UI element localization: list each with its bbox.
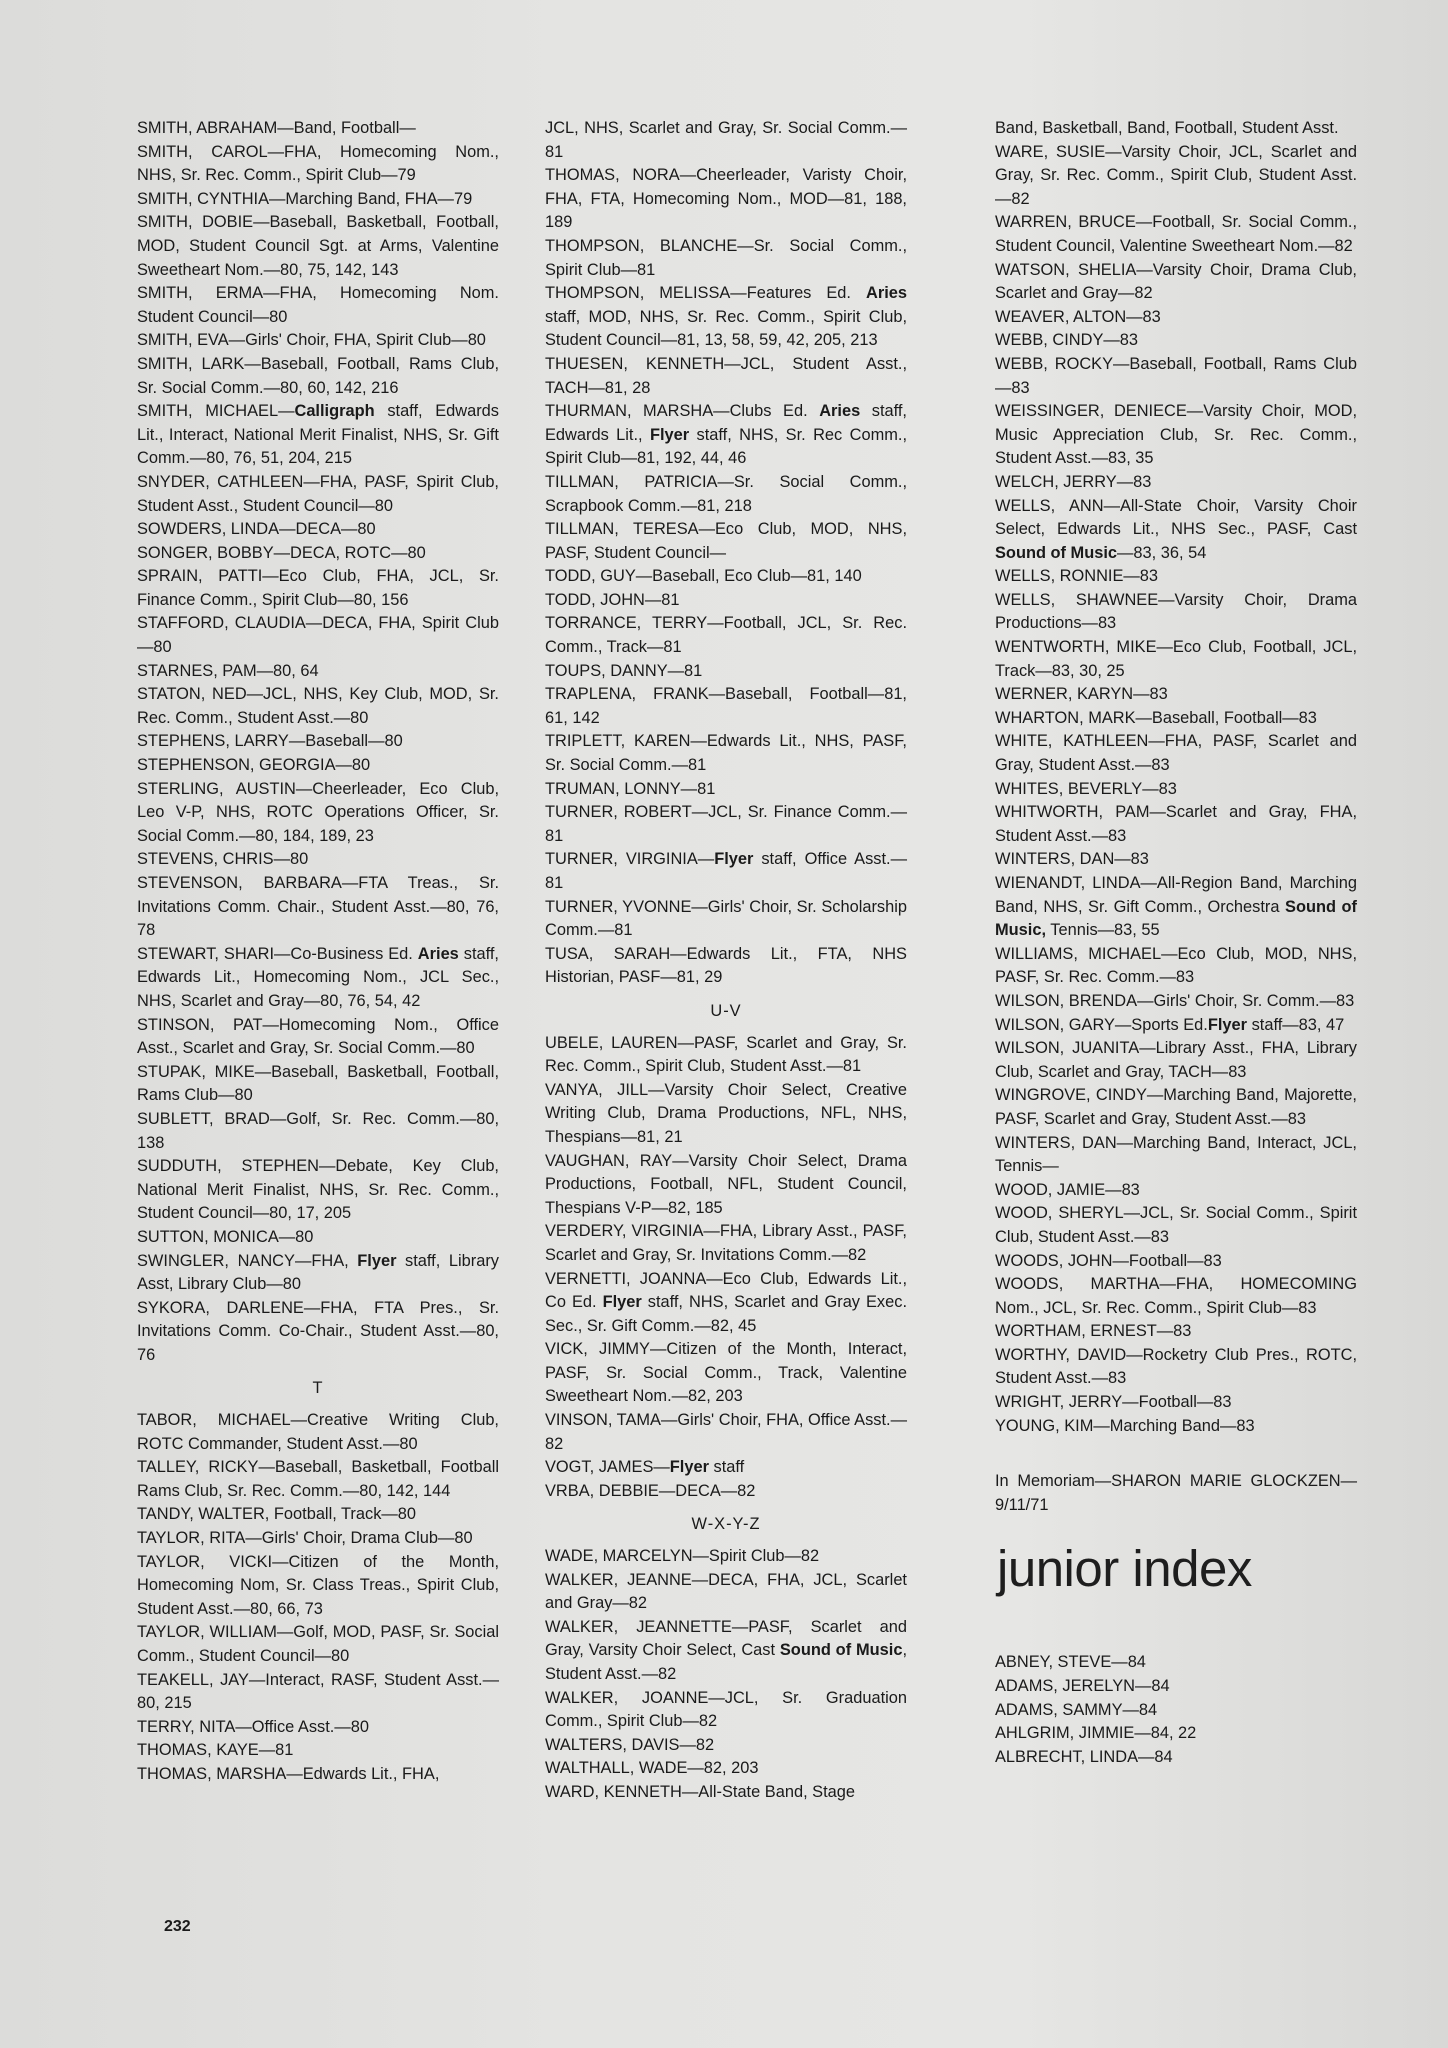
index-entry: SMITH, LARK—Baseball, Football, Rams Club, Sr. Social Comm.—80, 60, 142, 216 [137, 354, 499, 397]
index-entry: STERLING, AUSTIN—Cheerleader, Eco Club, Leo V-P, NHS, ROTC Operations Officer, Sr. Social Comm.—80, 184, 189, 23 [137, 779, 499, 845]
index-entry: WELLS, RONNIE—83 [995, 567, 1159, 586]
index-entry: SMITH, ABRAHAM—Band, Football— [137, 119, 416, 137]
publication-name: Flyer [669, 1458, 709, 1477]
index-column-1 [137, 117, 499, 1787]
index-entry: STEVENS, CHRIS—80 [137, 850, 309, 869]
index-entry [137, 400, 499, 471]
index-entry: WALTHALL, WADE—82, 203 [545, 1759, 759, 1778]
index-entry: WILLIAMS, MICHAEL—Eco Club, MOD, NHS, PASF, Sr. Rec. Comm.—83 [995, 944, 1357, 987]
index-entry [995, 1014, 1357, 1038]
entry-text: staff, Office Asst.—81 [545, 850, 907, 892]
index-entry: SONGER, BOBBY—DECA, ROTC—80 [137, 543, 426, 562]
entry-text: WALKER, JEANNETTE—PASF, Scarlet and Gray, Varsity Choir Select, Cast [545, 1617, 907, 1660]
index-entry: STEVENSON, BARBARA—FTA Treas., Sr. Invitations Comm. Chair., Student Asst.—80, 76, 78 [137, 874, 499, 940]
index-entry: TORRANCE, TERRY—Football, JCL, Sr. Rec. Comm., Track—81 [545, 614, 907, 657]
index-entry: WOODS, MARTHA—FHA, HOMECOMING Nom., JCL, Sr. Rec. Comm., Spirit Club—83 [995, 1275, 1357, 1317]
index-entry: STAFFORD, CLAUDIA—DECA, FHA, Spirit Club—80 [137, 614, 499, 657]
index-entry: WEISSINGER, DENIECE—Varsity Choir, MOD, Music Appreciation Club, Sr. Rec. Comm., Student Asst.—83, 35 [995, 402, 1357, 468]
entry-text: VOGT, JAMES— [545, 1458, 670, 1477]
index-entry: TAYLOR, RITA—Girls' Choir, Drama Club—80 [137, 1529, 473, 1548]
index-entry: WILSON, JUANITA—Library Asst., FHA, Library Club, Scarlet and Gray, TACH—83 [995, 1039, 1357, 1081]
index-entry [995, 495, 1357, 566]
index-entry: SOWDERS, LINDA—DECA—80 [137, 520, 376, 539]
entry-text: THURMAN, MARSHA—Clubs Ed. [545, 402, 820, 421]
index-entry: SPRAIN, PATTI—Eco Club, FHA, JCL, Sr. Finance Comm., Spirit Club—80, 156 [137, 567, 499, 609]
junior-index-entry: ADAMS, SAMMY—84 [995, 1700, 1158, 1719]
index-entry: SUTTON, MONICA—80 [137, 1227, 314, 1246]
index-entry: WHITWORTH, PAM—Scarlet and Gray, FHA, Student Asst.—83 [995, 803, 1357, 845]
index-entry: TURNER, YVONNE—Girls' Choir, Sr. Scholarship Comm.—81 [545, 897, 907, 940]
entry-text: staff—83, 47 [1247, 1015, 1345, 1034]
index-entry: STUPAK, MIKE—Baseball, Basketball, Football, Rams Club—80 [137, 1062, 499, 1105]
publication-name: Flyer [649, 425, 690, 444]
index-entry: UBELE, LAUREN—PASF, Scarlet and Gray, Sr. Rec. Comm., Spirit Club, Student Asst.—81 [545, 1033, 907, 1076]
index-entry: STINSON, PAT—Homecoming Nom., Office Asst., Scarlet and Gray, Sr. Social Comm.—80 [137, 1015, 499, 1058]
index-entry: WOODS, JOHN—Football—83 [995, 1251, 1222, 1270]
entry-text: WILSON, GARY—Sports Ed. [995, 1015, 1208, 1034]
index-entry: SMITH, CYNTHIA—Marching Band, FHA—79 [137, 189, 473, 208]
entry-text: VERNETTI, JOANNA—Eco Club, Edwards Lit., Co Ed. [545, 1269, 907, 1312]
publication-name: Calligraph [294, 402, 375, 421]
index-entry: YOUNG, KIM—Marching Band—83 [995, 1416, 1255, 1435]
col3-entries [995, 117, 1357, 1438]
index-entry: WEBB, ROCKY—Baseball, Football, Rams Club—83 [995, 354, 1357, 397]
index-entry: VINSON, TAMA—Girls' Choir, FHA, Office Asst.—82 [545, 1411, 907, 1453]
index-entry: STEPHENSON, GEORGIA—80 [137, 756, 371, 775]
index-entry: WRIGHT, JERRY—Football—83 [995, 1393, 1232, 1412]
entry-text: staff, Library Asst, Library Club—80 [137, 1251, 499, 1294]
index-entry [995, 872, 1357, 943]
junior-index-entries [995, 1651, 1357, 1769]
index-entry: VERDERY, VIRGINIA—FHA, Library Asst., PASF, Scarlet and Gray, Sr. Invitations Comm.—82 [545, 1222, 907, 1264]
index-entry [545, 848, 907, 895]
section-heading-w-x-y-z: W-X-Y-Z [691, 1515, 761, 1534]
publication-name: Sound of Music, [995, 897, 1357, 940]
publication-name: Flyer [714, 850, 754, 869]
junior-index-heading: junior index [997, 1540, 1252, 1598]
index-entry: STARNES, PAM—80, 64 [137, 661, 319, 680]
index-entry: TUSA, SARAH—Edwards Lit., FTA, NHS Historian, PASF—81, 29 [545, 944, 907, 987]
index-entry: SMITH, ERMA—FHA, Homecoming Nom. Student Council—80 [137, 284, 499, 326]
index-entry: WEAVER, ALTON—83 [995, 307, 1161, 326]
entry-text: staff, MOD, NHS, Sr. Rec. Comm., Spirit Club, Student Council—81, 13, 58, 59, 42, 205, 213 [545, 307, 907, 350]
index-column-3 [995, 117, 1357, 1769]
entry-text: , Student Asst.—82 [545, 1641, 908, 1683]
entry-text: WIENANDT, LINDA—All-Region Band, Marching Band, NHS, Sr. Gift Comm., Orchestra [995, 874, 1357, 916]
index-entry: WENTWORTH, MIKE—Eco Club, Football, JCL, Track—83, 30, 25 [995, 638, 1357, 680]
index-entry: WINGROVE, CINDY—Marching Band, Majorette, PASF, Scarlet and Gray, Student Asst.—83 [995, 1086, 1357, 1128]
index-entry: SUDDUTH, STEPHEN—Debate, Key Club, National Merit Finalist, NHS, Sr. Rec. Comm., Student Council—80, 17, 205 [137, 1157, 499, 1223]
index-entry: STEPHENS, LARRY—Baseball—80 [137, 732, 403, 751]
index-entry: VAUGHAN, RAY—Varsity Choir Select, Drama Productions, Football, NFL, Student Council, Thespians V-P—82, 185 [545, 1151, 907, 1217]
entry-text: THOMPSON, MELISSA—Features Ed. [545, 284, 866, 303]
index-entry: WARREN, BRUCE—Football, Sr. Social Comm., Student Council, Valentine Sweetheart Nom.—82 [995, 213, 1357, 255]
index-entry: THOMAS, NORA—Cheerleader, Varisty Choir, FHA, FTA, Homecoming Nom., MOD—81, 188, 189 [545, 166, 907, 232]
entry-text: STEWART, SHARI—Co-Business Ed. [137, 944, 418, 963]
index-entry: SYKORA, DARLENE—FHA, FTA Pres., Sr. Invitations Comm. Co-Chair., Student Asst.—80, 76 [137, 1298, 499, 1364]
entry-text: staff [708, 1458, 745, 1477]
junior-index-entry: ALBRECHT, LINDA—84 [995, 1747, 1173, 1766]
index-entry: VICK, JIMMY—Citizen of the Month, Interact, PASF, Sr. Social Comm., Track, Valentine Sweetheart Nom.—82, 203 [545, 1340, 907, 1406]
index-entry: TODD, GUY—Baseball, Eco Club—81, 140 [545, 567, 862, 586]
index-entry [137, 943, 499, 1014]
index-entry: TEAKELL, JAY—Interact, RASF, Student Asst.—80, 215 [137, 1670, 499, 1713]
index-entry: WHARTON, MARK—Baseball, Football—83 [995, 708, 1317, 727]
index-entry: WALKER, JOANNE—JCL, Sr. Graduation Comm., Spirit Club—82 [545, 1688, 907, 1731]
index-entry: SMITH, CAROL—FHA, Homecoming Nom., NHS, Sr. Rec. Comm., Spirit Club—79 [137, 142, 499, 185]
index-entry [137, 1250, 499, 1297]
junior-index-entry: AHLGRIM, JIMMIE—84, 22 [995, 1724, 1197, 1743]
memoriam-note: In Memoriam—SHARON MARIE GLOCKZEN—9/11/71 [995, 1472, 1357, 1514]
index-entry: SUBLETT, BRAD—Golf, Sr. Rec. Comm.—80, 138 [137, 1109, 499, 1152]
index-entry: TAYLOR, WILLIAM—Golf, MOD, PASF, Sr. Social Comm., Student Council—80 [137, 1623, 499, 1665]
index-entry [545, 400, 907, 471]
publication-name: Flyer [1207, 1015, 1248, 1034]
index-entry: Band, Basketball, Band, Football, Student Asst. [995, 119, 1339, 137]
index-entry: TERRY, NITA—Office Asst.—80 [137, 1717, 369, 1736]
entry-text: —83, 36, 54 [1117, 543, 1207, 562]
entry-text: staff, Edwards Lit., Interact, National Merit Finalist, NHS, Sr. Gift Comm.—80, 76, 51, 204, 215 [137, 402, 499, 468]
index-entry: THOMPSON, BLANCHE—Sr. Social Comm., Spirit Club—81 [545, 236, 907, 279]
junior-index-entry: ADAMS, JERELYN—84 [995, 1677, 1170, 1696]
index-entry: WERNER, KARYN—83 [995, 685, 1168, 704]
index-entry: WALTERS, DAVIS—82 [545, 1735, 715, 1754]
index-entry: THUESEN, KENNETH—JCL, Student Asst., TACH—81, 28 [545, 354, 907, 397]
index-entry [545, 1268, 907, 1339]
publication-name: Sound of Music [779, 1641, 903, 1660]
index-entry: VRBA, DEBBIE—DECA—82 [545, 1481, 756, 1500]
index-entry: VANYA, JILL—Varsity Choir Select, Creative Writing Club, Drama Productions, NFL, NHS, Thespians—81, 21 [545, 1080, 907, 1146]
index-entry: TOUPS, DANNY—81 [545, 661, 703, 680]
index-entry: SMITH, EVA—Girls' Choir, FHA, Spirit Club—80 [137, 331, 486, 350]
index-entry: WOOD, SHERYL—JCL, Sr. Social Comm., Spirit Club, Student Asst.—83 [995, 1204, 1357, 1246]
index-entry: TABOR, MICHAEL—Creative Writing Club, ROTC Commander, Student Asst.—80 [137, 1411, 499, 1453]
index-entry: WELLS, SHAWNEE—Varsity Choir, Drama Productions—83 [995, 590, 1357, 633]
index-entry: WINTERS, DAN—83 [995, 850, 1149, 869]
index-entry: TRAPLENA, FRANK—Baseball, Football—81, 61, 142 [545, 685, 907, 727]
index-entry: TURNER, ROBERT—JCL, Sr. Finance Comm.—81 [545, 803, 907, 845]
index-entry: TANDY, WALTER, Football, Track—80 [137, 1505, 417, 1524]
entry-text: WELLS, ANN—All-State Choir, Varsity Choir Select, Edwards Lit., NHS Sec., PASF, Cast [995, 496, 1357, 539]
index-entry [545, 1616, 907, 1687]
index-entry: WILSON, BRENDA—Girls' Choir, Sr. Comm.—83 [995, 991, 1355, 1010]
entry-text: SMITH, MICHAEL— [137, 402, 295, 421]
index-entry: WEBB, CINDY—83 [995, 331, 1138, 350]
index-entry: THOMAS, KAYE—81 [137, 1741, 294, 1760]
index-entry: WELCH, JERRY—83 [995, 472, 1152, 491]
page-number: 232 [164, 1918, 191, 1935]
entry-text: Tennis—83, 55 [1046, 921, 1160, 940]
index-entry: TAYLOR, VICKI—Citizen of the Month, Homecoming Nom, Sr. Class Treas., Spirit Club, Student Asst.—80, 66, 73 [137, 1552, 499, 1618]
index-entry: TODD, JOHN—81 [545, 590, 680, 609]
index-entry [545, 282, 907, 353]
entry-text: staff, Edwards Lit., [545, 402, 907, 444]
index-entry [545, 1456, 907, 1480]
index-entry: TILLMAN, TERESA—Eco Club, MOD, NHS, PASF, Student Council— [545, 520, 907, 562]
entry-text: staff, NHS, Scarlet and Gray Exec. Sec., Sr. Gift Comm.—82, 45 [545, 1293, 907, 1335]
entry-text: TURNER, VIRGINIA— [545, 850, 715, 869]
index-entry: TALLEY, RICKY—Baseball, Basketball, Football Rams Club, Sr. Rec. Comm.—80, 142, 144 [137, 1458, 499, 1500]
section-heading-u-v: U-V [710, 1001, 742, 1020]
publication-name: Sound of Music [995, 543, 1118, 562]
index-entry: WORTHY, DAVID—Rocketry Club Pres., ROTC, Student Asst.—83 [995, 1345, 1357, 1388]
index-entry: WORTHAM, ERNEST—83 [995, 1322, 1192, 1341]
index-entry: TRIPLETT, KAREN—Edwards Lit., NHS, PASF, Sr. Social Comm.—81 [545, 732, 907, 775]
index-entry: WINTERS, DAN—Marching Band, Interact, JCL, Tennis— [995, 1133, 1357, 1176]
index-entry: WALKER, JEANNE—DECA, FHA, JCL, Scarlet and Gray—82 [545, 1570, 907, 1613]
index-entry: WARD, KENNETH—All-State Band, Stage [545, 1782, 856, 1801]
publication-name: Aries [865, 284, 907, 303]
index-entry: WADE, MARCELYN—Spirit Club—82 [545, 1547, 820, 1566]
index-entry: SMITH, DOBIE—Baseball, Basketball, Football, MOD, Student Council Sgt. at Arms, Valentine Sweetheart Nom.—80, 75, 142, 143 [137, 213, 499, 279]
index-entry: WHITES, BEVERLY—83 [995, 779, 1177, 798]
index-entry: JCL, NHS, Scarlet and Gray, Sr. Social Comm.—81 [545, 119, 907, 161]
junior-index-entry: ABNEY, STEVE—84 [995, 1653, 1146, 1672]
publication-name: Aries [819, 402, 861, 421]
publication-name: Flyer [602, 1293, 642, 1312]
index-entry: THOMAS, MARSHA—Edwards Lit., FHA, [137, 1764, 440, 1783]
publication-name: Flyer [357, 1251, 397, 1270]
publication-name: Aries [417, 944, 459, 963]
index-entry: SNYDER, CATHLEEN—FHA, PASF, Spirit Club, Student Asst., Student Council—80 [137, 472, 499, 515]
section-heading-t: T [312, 1379, 324, 1398]
entry-text: staff, Edwards Lit., Homecoming Nom., JCL Sec., NHS, Scarlet and Gray—80, 76, 54, 42 [137, 944, 499, 1010]
index-entry: WOOD, JAMIE—83 [995, 1180, 1140, 1199]
entry-text: staff, NHS, Sr. Rec Comm., Spirit Club—81, 192, 44, 46 [545, 425, 907, 468]
index-entry: WHITE, KATHLEEN—FHA, PASF, Scarlet and Gray, Student Asst.—83 [995, 732, 1357, 775]
index-entry: TILLMAN, PATRICIA—Sr. Social Comm., Scrapbook Comm.—81, 218 [545, 472, 907, 515]
index-column-2 [545, 117, 907, 1805]
index-entry: WATSON, SHELIA—Varsity Choir, Drama Club, Scarlet and Gray—82 [995, 260, 1357, 303]
index-entry: TRUMAN, LONNY—81 [545, 779, 716, 798]
entry-text: SWINGLER, NANCY—FHA, [137, 1251, 358, 1270]
index-entry: STATON, NED—JCL, NHS, Key Club, MOD, Sr. Rec. Comm., Student Asst.—80 [137, 685, 499, 727]
index-entry: WARE, SUSIE—Varsity Choir, JCL, Scarlet and Gray, Sr. Rec. Comm., Spirit Club, Student Asst.—82 [995, 142, 1357, 208]
